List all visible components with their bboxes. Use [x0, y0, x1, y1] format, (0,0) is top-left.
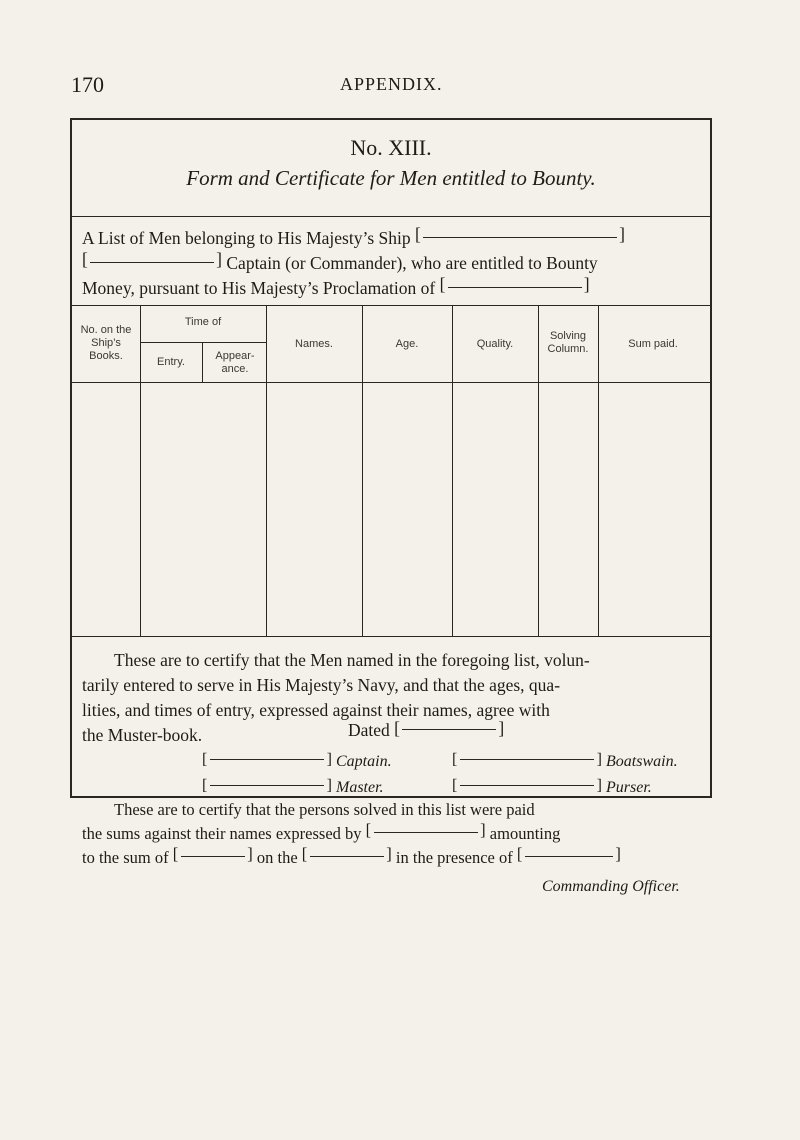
payment-paragraph	[82, 798, 700, 870]
purser-blank	[452, 778, 602, 792]
payment-text-3b: on the	[256, 848, 298, 867]
sub-col-divider	[202, 342, 203, 382]
commanding-officer: Commanding Officer.	[542, 878, 680, 895]
boatswain-blank	[452, 752, 602, 766]
form-frame	[70, 118, 712, 895]
payment-text-3a: to the sum of	[82, 848, 169, 867]
certificate-line-1: These are to certify that the Men named in the foregoing list, volun-	[114, 650, 590, 670]
running-head: APPENDIX.	[340, 74, 443, 94]
form-number: No. XIII.	[350, 135, 432, 160]
col-divider	[538, 306, 539, 636]
col-divider	[452, 306, 453, 636]
expressed-by-blank	[366, 825, 486, 839]
header-age: Age.	[395, 338, 419, 350]
header-names: Names.	[295, 338, 333, 350]
boatswain-signature	[452, 752, 678, 771]
col-divider	[266, 306, 267, 636]
captain-signature	[202, 752, 392, 771]
header-rule	[72, 382, 710, 383]
bounty-table	[72, 305, 710, 637]
payment-text-2a: the sums against their names expressed by	[82, 824, 362, 843]
intro-text-1: A List of Men belonging to His Majesty’s Ship	[82, 228, 411, 248]
date-paid-blank	[302, 849, 392, 863]
title-rule	[72, 216, 710, 217]
col-divider	[598, 306, 599, 636]
captain-blank	[202, 752, 332, 766]
captain-label: Captain.	[336, 753, 392, 770]
payment-text-2b: amounting	[489, 824, 561, 843]
master-label: Master.	[336, 779, 384, 796]
proclamation-blank	[440, 280, 590, 294]
header-time-of: Time of	[184, 316, 222, 328]
time-of-subrule	[140, 342, 266, 343]
date-blank	[394, 722, 504, 736]
page-number: 170	[71, 72, 104, 97]
purser-label: Purser.	[606, 779, 652, 796]
header-sum-paid: Sum paid.	[628, 338, 678, 350]
header-quality: Quality.	[476, 338, 514, 350]
dated-line	[348, 720, 504, 741]
header-solving-column: Solving Column.	[547, 330, 589, 355]
intro-line-2	[82, 251, 700, 276]
payment-line-1: These are to certify that the persons solved in this list were paid	[114, 800, 535, 819]
presence-blank	[517, 849, 621, 863]
intro-paragraph	[82, 226, 700, 301]
intro-line-3	[82, 276, 700, 301]
ship-name-blank	[415, 230, 625, 244]
intro-text-2: Captain (or Commander), who are entitled to Bounty	[226, 253, 598, 273]
certificate-line-3: lities, and times of entry, expressed against their names, agree with	[82, 700, 550, 720]
col-divider	[140, 306, 141, 636]
payment-line-3	[82, 846, 700, 870]
header-no-on-books: No. on the Ship’s Books.	[80, 324, 132, 362]
form-title: Form and Certificate for Men entitled to Bounty.	[186, 166, 596, 190]
dated-label: Dated	[348, 720, 390, 740]
intro-text-3: Money, pursuant to His Majesty’s Proclamation of	[82, 278, 436, 298]
header-appearance: Appear-ance.	[215, 350, 255, 375]
certificate-line-2: tarily entered to serve in His Majesty’s Navy, and that the ages, qua-	[82, 675, 561, 695]
captain-name-blank	[82, 255, 222, 269]
master-signature	[202, 778, 384, 797]
master-blank	[202, 778, 332, 792]
sum-blank	[173, 849, 253, 863]
intro-line-1	[82, 226, 700, 251]
payment-text-3c: in the presence of	[395, 848, 513, 867]
purser-signature	[452, 778, 652, 797]
certificate-line-4: the Muster-book.	[82, 725, 203, 745]
header-entry: Entry.	[157, 356, 185, 368]
col-divider	[362, 306, 363, 636]
boatswain-label: Boatswain.	[606, 753, 678, 770]
